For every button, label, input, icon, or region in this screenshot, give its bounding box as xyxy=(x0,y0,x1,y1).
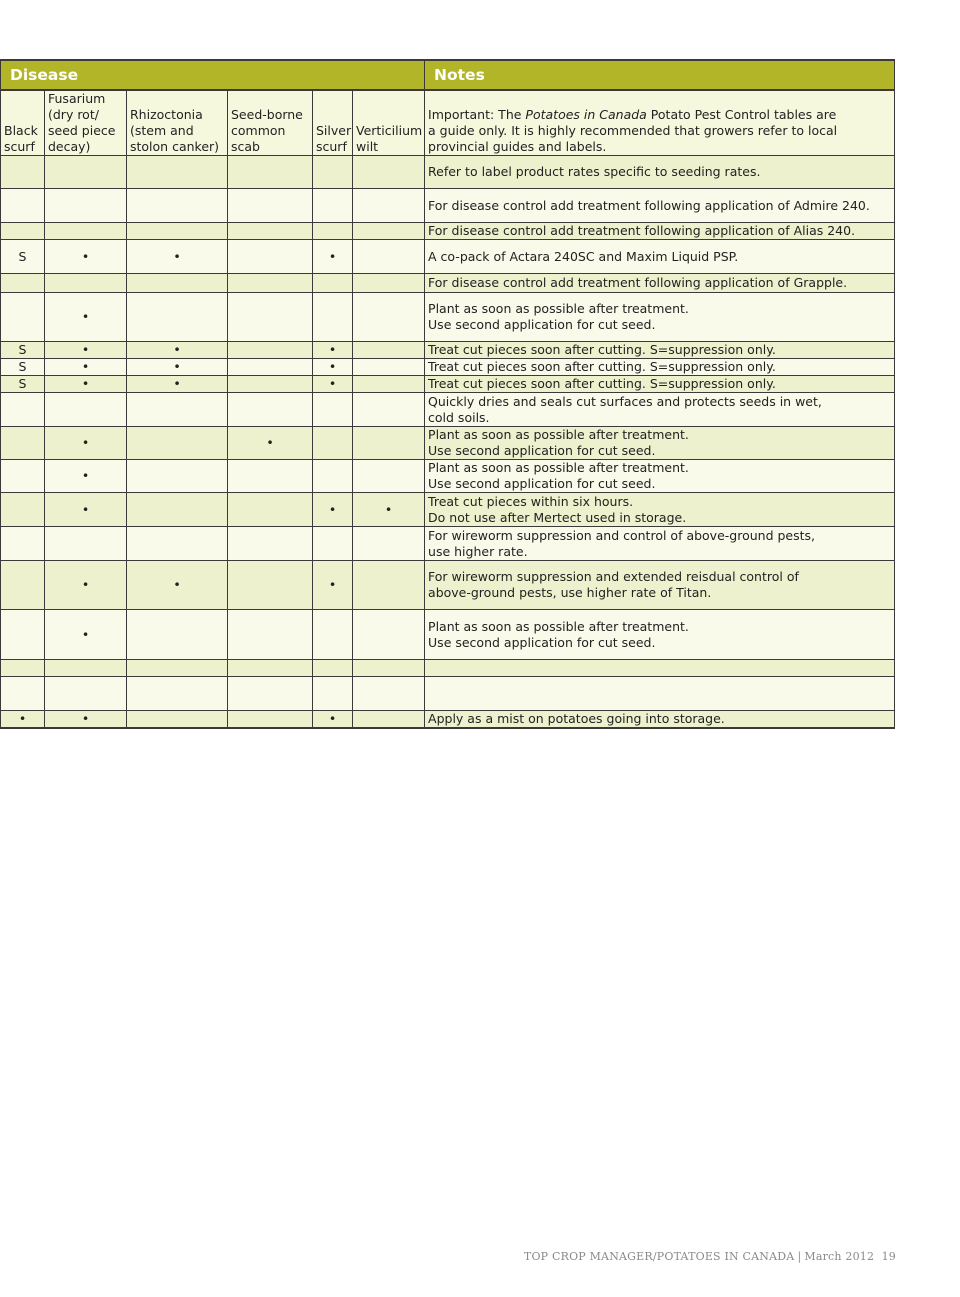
column-header-line: Black xyxy=(4,123,38,138)
mark-verticilium-wilt xyxy=(353,293,425,342)
column-header-line: scurf xyxy=(4,139,35,154)
mark-black-scurf xyxy=(1,393,45,427)
mark-fusarium: • xyxy=(45,427,127,460)
note-line: Plant as soon as possible after treatment. xyxy=(428,460,689,475)
column-header-silver-scurf xyxy=(313,90,353,156)
mark-common-scab xyxy=(228,711,313,729)
mark-black-scurf xyxy=(1,660,45,677)
mark-silver-scurf xyxy=(313,660,353,677)
mark-fusarium: • xyxy=(45,342,127,359)
column-header-common-scab xyxy=(228,90,313,156)
column-header-line: (dry rot/ xyxy=(48,107,99,122)
mark-verticilium-wilt xyxy=(353,660,425,677)
mark-silver-scurf: • xyxy=(313,342,353,359)
intro-line-3: provincial guides and labels. xyxy=(428,139,607,154)
note-line: For wireworm suppression and extended reisdual control of xyxy=(428,569,799,584)
note-line: Plant as soon as possible after treatment. xyxy=(428,301,689,316)
mark-common-scab xyxy=(228,660,313,677)
mark-verticilium-wilt xyxy=(353,711,425,729)
column-header-line: Silver xyxy=(316,123,352,138)
row-notes xyxy=(425,677,895,711)
mark-fusarium: • xyxy=(45,293,127,342)
row-notes xyxy=(425,493,895,527)
note-line: cold soils. xyxy=(428,409,490,425)
mark-black-scurf xyxy=(1,223,45,240)
row-notes xyxy=(425,293,895,342)
mark-verticilium-wilt xyxy=(353,359,425,376)
mark-common-scab xyxy=(228,561,313,610)
row-notes xyxy=(425,610,895,660)
note-line: Refer to label product rates specific to seeding rates. xyxy=(428,164,761,179)
mark-rhizoctonia xyxy=(127,427,228,460)
disease-heading: Disease xyxy=(1,60,425,90)
mark-black-scurf: • xyxy=(1,711,45,729)
mark-fusarium xyxy=(45,527,127,561)
note-line: above-ground pests, use higher rate of Titan. xyxy=(428,585,712,600)
mark-black-scurf xyxy=(1,493,45,527)
mark-common-scab xyxy=(228,342,313,359)
mark-black-scurf xyxy=(1,293,45,342)
column-header-line: scurf xyxy=(316,139,347,154)
column-header-rhizoctonia xyxy=(127,90,228,156)
mark-fusarium xyxy=(45,274,127,293)
mark-verticilium-wilt xyxy=(353,460,425,493)
table-row xyxy=(1,677,895,711)
table-row xyxy=(1,240,895,274)
mark-rhizoctonia xyxy=(127,393,228,427)
note-line: Treat cut pieces soon after cutting. S=suppression only. xyxy=(428,359,776,374)
table-row xyxy=(1,189,895,223)
table-row xyxy=(1,156,895,189)
mark-common-scab xyxy=(228,156,313,189)
column-header-fusarium xyxy=(45,90,127,156)
note-line: For wireworm suppression and control of above-ground pests, xyxy=(428,527,816,543)
column-header-line: wilt xyxy=(356,139,379,154)
mark-fusarium: • xyxy=(45,359,127,376)
table-row xyxy=(1,223,895,240)
table-row xyxy=(1,359,895,376)
mark-fusarium: • xyxy=(45,610,127,660)
mark-black-scurf xyxy=(1,189,45,223)
column-header-line: seed piece xyxy=(48,123,116,138)
table-row xyxy=(1,393,895,427)
mark-silver-scurf xyxy=(313,427,353,460)
mark-rhizoctonia: • xyxy=(127,240,228,274)
mark-fusarium: • xyxy=(45,240,127,274)
mark-verticilium-wilt xyxy=(353,561,425,610)
mark-rhizoctonia xyxy=(127,493,228,527)
mark-silver-scurf xyxy=(313,293,353,342)
mark-black-scurf: S xyxy=(1,376,45,393)
mark-common-scab xyxy=(228,240,313,274)
table-body xyxy=(1,156,895,729)
intro-line-2: a guide only. It is highly recommended that growers refer to local xyxy=(428,123,838,138)
mark-fusarium xyxy=(45,156,127,189)
mark-rhizoctonia xyxy=(127,156,228,189)
mark-rhizoctonia xyxy=(127,711,228,729)
mark-black-scurf: S xyxy=(1,240,45,274)
note-line: Plant as soon as possible after treatment. xyxy=(428,618,689,634)
mark-fusarium xyxy=(45,189,127,223)
mark-black-scurf xyxy=(1,274,45,293)
mark-black-scurf xyxy=(1,460,45,493)
table-row xyxy=(1,293,895,342)
mark-common-scab xyxy=(228,293,313,342)
mark-black-scurf xyxy=(1,427,45,460)
note-line: For disease control add treatment following application of Grapple. xyxy=(428,275,848,290)
column-header-line: common xyxy=(231,123,286,138)
mark-rhizoctonia xyxy=(127,660,228,677)
note-line: Use second application for cut seed. xyxy=(428,476,656,491)
column-header-line: decay) xyxy=(48,139,91,154)
mark-silver-scurf: • xyxy=(313,561,353,610)
mark-fusarium xyxy=(45,677,127,711)
row-notes xyxy=(425,561,895,610)
column-header-row xyxy=(1,90,895,156)
mark-rhizoctonia xyxy=(127,293,228,342)
mark-silver-scurf xyxy=(313,527,353,561)
note-line: use higher rate. xyxy=(428,543,528,559)
mark-silver-scurf xyxy=(313,189,353,223)
row-notes xyxy=(425,527,895,561)
mark-silver-scurf: • xyxy=(313,711,353,729)
note-line: Apply as a mist on potatoes going into storage. xyxy=(428,711,725,726)
mark-fusarium: • xyxy=(45,561,127,610)
mark-fusarium: • xyxy=(45,711,127,729)
column-header-line: scab xyxy=(231,139,260,154)
mark-common-scab xyxy=(228,610,313,660)
table-row xyxy=(1,561,895,610)
column-header-line: stolon canker) xyxy=(130,139,220,154)
mark-silver-scurf xyxy=(313,393,353,427)
notes-intro xyxy=(425,90,895,156)
mark-rhizoctonia xyxy=(127,189,228,223)
mark-rhizoctonia: • xyxy=(127,342,228,359)
mark-common-scab xyxy=(228,493,313,527)
disease-table xyxy=(0,59,895,729)
mark-verticilium-wilt xyxy=(353,427,425,460)
mark-fusarium xyxy=(45,393,127,427)
note-line: For disease control add treatment following application of Alias 240. xyxy=(428,223,856,238)
column-header-line: Verticilium xyxy=(356,123,423,138)
row-notes xyxy=(425,274,895,293)
intro-publication-title: Potatoes in Canada xyxy=(525,107,647,122)
column-header-line: Rhizoctonia xyxy=(130,107,203,122)
mark-black-scurf xyxy=(1,156,45,189)
mark-common-scab: • xyxy=(228,427,313,460)
row-notes xyxy=(425,393,895,427)
table-row xyxy=(1,660,895,677)
mark-silver-scurf: • xyxy=(313,240,353,274)
mark-verticilium-wilt xyxy=(353,376,425,393)
row-notes xyxy=(425,427,895,460)
mark-common-scab xyxy=(228,359,313,376)
row-notes xyxy=(425,342,895,359)
mark-verticilium-wilt xyxy=(353,240,425,274)
row-notes xyxy=(425,376,895,393)
page-footer xyxy=(524,1250,896,1263)
note-line: For disease control add treatment following application of Admire 240. xyxy=(428,197,870,213)
row-notes xyxy=(425,189,895,223)
row-notes xyxy=(425,359,895,376)
footer-separator: | xyxy=(797,1250,802,1263)
mark-fusarium: • xyxy=(45,460,127,493)
intro-text-after: Potato Pest Control tables are xyxy=(646,107,837,122)
mark-rhizoctonia xyxy=(127,527,228,561)
mark-black-scurf: S xyxy=(1,359,45,376)
note-line: Treat cut pieces within six hours. xyxy=(428,493,634,509)
mark-silver-scurf xyxy=(313,156,353,189)
mark-common-scab xyxy=(228,274,313,293)
table-row xyxy=(1,527,895,561)
note-line: Quickly dries and seals cut surfaces and protects seeds in wet, xyxy=(428,393,822,409)
mark-silver-scurf: • xyxy=(313,359,353,376)
mark-common-scab xyxy=(228,376,313,393)
mark-rhizoctonia xyxy=(127,223,228,240)
mark-fusarium xyxy=(45,660,127,677)
mark-fusarium: • xyxy=(45,493,127,527)
mark-fusarium xyxy=(45,223,127,240)
table-row xyxy=(1,274,895,293)
row-notes xyxy=(425,460,895,493)
mark-black-scurf xyxy=(1,610,45,660)
column-header-line: Seed-borne xyxy=(231,107,303,122)
row-notes xyxy=(425,711,895,729)
table-row xyxy=(1,342,895,359)
footer-publication: TOP CROP MANAGER/POTATOES IN CANADA xyxy=(523,1250,795,1263)
mark-rhizoctonia: • xyxy=(127,376,228,393)
note-line: A co-pack of Actara 240SC and Maxim Liquid PSP. xyxy=(428,248,739,264)
mark-verticilium-wilt xyxy=(353,342,425,359)
note-line: Use second application for cut seed. xyxy=(428,634,656,650)
mark-rhizoctonia xyxy=(127,460,228,493)
mark-verticilium-wilt xyxy=(353,677,425,711)
mark-verticilium-wilt xyxy=(353,156,425,189)
note-line: Treat cut pieces soon after cutting. S=suppression only. xyxy=(428,342,776,357)
table-row xyxy=(1,460,895,493)
mark-common-scab xyxy=(228,393,313,427)
footer-date: March 2012 xyxy=(804,1250,875,1263)
mark-silver-scurf xyxy=(313,610,353,660)
mark-verticilium-wilt xyxy=(353,274,425,293)
mark-common-scab xyxy=(228,189,313,223)
table-band-row xyxy=(1,60,895,90)
mark-black-scurf xyxy=(1,677,45,711)
mark-common-scab xyxy=(228,223,313,240)
mark-silver-scurf xyxy=(313,274,353,293)
note-line: Use second application for cut seed. xyxy=(428,317,656,332)
note-line: Use second application for cut seed. xyxy=(428,443,656,458)
mark-common-scab xyxy=(228,677,313,711)
mark-silver-scurf xyxy=(313,677,353,711)
mark-common-scab xyxy=(228,527,313,561)
intro-line-1 xyxy=(428,107,891,123)
mark-black-scurf xyxy=(1,561,45,610)
mark-verticilium-wilt xyxy=(353,393,425,427)
mark-silver-scurf xyxy=(313,460,353,493)
notes-heading: Notes xyxy=(425,60,895,90)
note-line: Plant as soon as possible after treatment. xyxy=(428,427,689,442)
intro-text-before: Important: The xyxy=(428,107,526,122)
mark-common-scab xyxy=(228,460,313,493)
column-header-verticilium-wilt xyxy=(353,90,425,156)
table-row xyxy=(1,610,895,660)
mark-rhizoctonia xyxy=(127,274,228,293)
mark-silver-scurf xyxy=(313,223,353,240)
row-notes xyxy=(425,660,895,677)
mark-rhizoctonia xyxy=(127,610,228,660)
mark-silver-scurf: • xyxy=(313,493,353,527)
mark-black-scurf xyxy=(1,527,45,561)
mark-verticilium-wilt xyxy=(353,223,425,240)
table-row xyxy=(1,427,895,460)
mark-verticilium-wilt: • xyxy=(353,493,425,527)
mark-rhizoctonia: • xyxy=(127,561,228,610)
row-notes xyxy=(425,156,895,189)
footer-page-number: 19 xyxy=(881,1250,896,1263)
column-header-line: Fusarium xyxy=(48,91,106,106)
table-row xyxy=(1,711,895,729)
table-row xyxy=(1,493,895,527)
note-line: Do not use after Mertect used in storage. xyxy=(428,509,687,525)
mark-rhizoctonia: • xyxy=(127,359,228,376)
column-header-line: (stem and xyxy=(130,123,194,138)
row-notes xyxy=(425,223,895,240)
mark-silver-scurf: • xyxy=(313,376,353,393)
mark-black-scurf: S xyxy=(1,342,45,359)
note-line: Treat cut pieces soon after cutting. S=suppression only. xyxy=(428,376,776,391)
row-notes xyxy=(425,240,895,274)
column-header-black-scurf xyxy=(1,90,45,156)
mark-verticilium-wilt xyxy=(353,527,425,561)
mark-verticilium-wilt xyxy=(353,189,425,223)
mark-rhizoctonia xyxy=(127,677,228,711)
mark-fusarium: • xyxy=(45,376,127,393)
mark-verticilium-wilt xyxy=(353,610,425,660)
table-row xyxy=(1,376,895,393)
